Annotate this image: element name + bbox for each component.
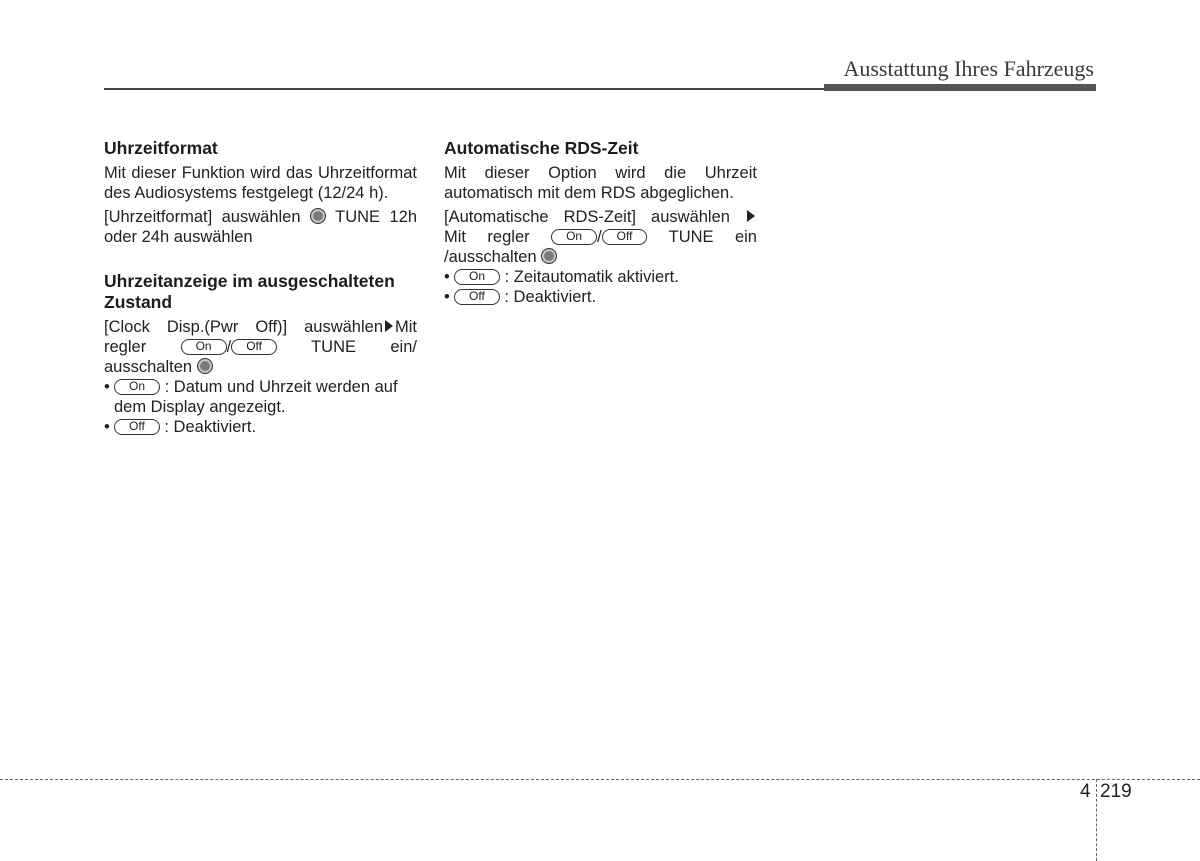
instruction-line [104, 337, 417, 357]
chapter-number: 4 [1080, 781, 1091, 802]
slash: / [226, 338, 232, 356]
on-button-icon: On [551, 229, 597, 245]
on-off-pair [181, 338, 277, 356]
triangle-right-icon [747, 210, 755, 222]
section-clock-display-off [104, 271, 417, 437]
list-item-text: : Zeitautomatik aktiviert. [504, 268, 679, 286]
triangle-right-icon [385, 320, 393, 332]
section-clock-format [104, 138, 417, 247]
instruction [104, 207, 417, 247]
section-heading: Uhrzeitformat [104, 138, 218, 158]
section-heading: Uhrzeitanzeige im ausgeschalteten Zustand [104, 271, 395, 312]
on-off-pair [551, 228, 647, 246]
off-button-icon: Off [231, 339, 277, 355]
footer-vertical-divider [1096, 779, 1097, 861]
list-item [104, 377, 417, 417]
list-item-text: : Datum und Uhrzeit werden auf dem Display angezeigt. [114, 378, 398, 416]
instruction-text: TUNE ein/ [311, 338, 417, 356]
header-rule [104, 88, 824, 90]
off-button-icon: Off [602, 229, 648, 245]
list-item-text: : Deaktiviert. [164, 418, 257, 436]
list-item-body [114, 417, 417, 437]
list-item-body [454, 287, 757, 307]
tune-knob-icon [310, 208, 326, 224]
tune-knob-icon [197, 358, 213, 374]
instruction-text: TUNE ein [668, 228, 757, 246]
right-column [444, 138, 757, 307]
bullet: • [104, 418, 110, 436]
off-button-icon: Off [454, 289, 500, 305]
bullet: • [444, 288, 450, 306]
instruction-line [104, 317, 417, 337]
section-rds-time [444, 138, 757, 307]
list-item-body [454, 267, 757, 287]
slash: / [597, 228, 602, 246]
on-button-icon: On [454, 269, 500, 285]
list-item [444, 267, 757, 287]
page-number: 219 [1100, 781, 1132, 802]
bullet: • [444, 268, 450, 286]
list-item [444, 287, 757, 307]
paragraph: Mit dieser Option wird die Uhrzeit automatisch mit dem RDS abgeglichen. [444, 164, 757, 202]
on-button-icon: On [114, 379, 160, 395]
instruction-text: Mit regler [444, 228, 530, 246]
instruction-line [444, 207, 757, 227]
list-item [104, 417, 417, 437]
page-header-title: Ausstattung Ihres Fahrzeugs [843, 56, 1094, 81]
header-rule-accent [824, 84, 1096, 91]
instruction-text: ausschalten [104, 358, 193, 376]
instruction-line [444, 247, 757, 267]
list-item-text: : Deaktiviert. [504, 288, 597, 306]
instruction-text: regler [104, 338, 147, 356]
instruction-text: [Clock Disp.(Pwr Off)] auswählen [104, 318, 383, 336]
list-item-body [114, 377, 417, 417]
bullet: • [104, 378, 110, 396]
instruction-line [444, 227, 757, 247]
paragraph: Mit dieser Funktion wird das Uhrzeitformat des Audiosystems festgelegt (12/24 h). [104, 164, 417, 202]
instruction-text: TUNE 12h oder 24h auswählen [104, 208, 417, 246]
off-button-icon: Off [114, 419, 160, 435]
tune-knob-icon [541, 248, 557, 264]
footer-divider [0, 779, 1200, 780]
instruction-text: Mit [395, 318, 417, 336]
on-button-icon: On [181, 339, 227, 355]
left-column [104, 138, 417, 437]
instruction-text: [Automatische RDS-Zeit] auswählen [444, 208, 730, 226]
instruction-text: [Uhrzeitformat] auswählen [104, 208, 301, 226]
section-heading: Automatische RDS-Zeit [444, 138, 639, 158]
instruction-text: /ausschalten [444, 248, 537, 266]
instruction-line [104, 357, 417, 377]
